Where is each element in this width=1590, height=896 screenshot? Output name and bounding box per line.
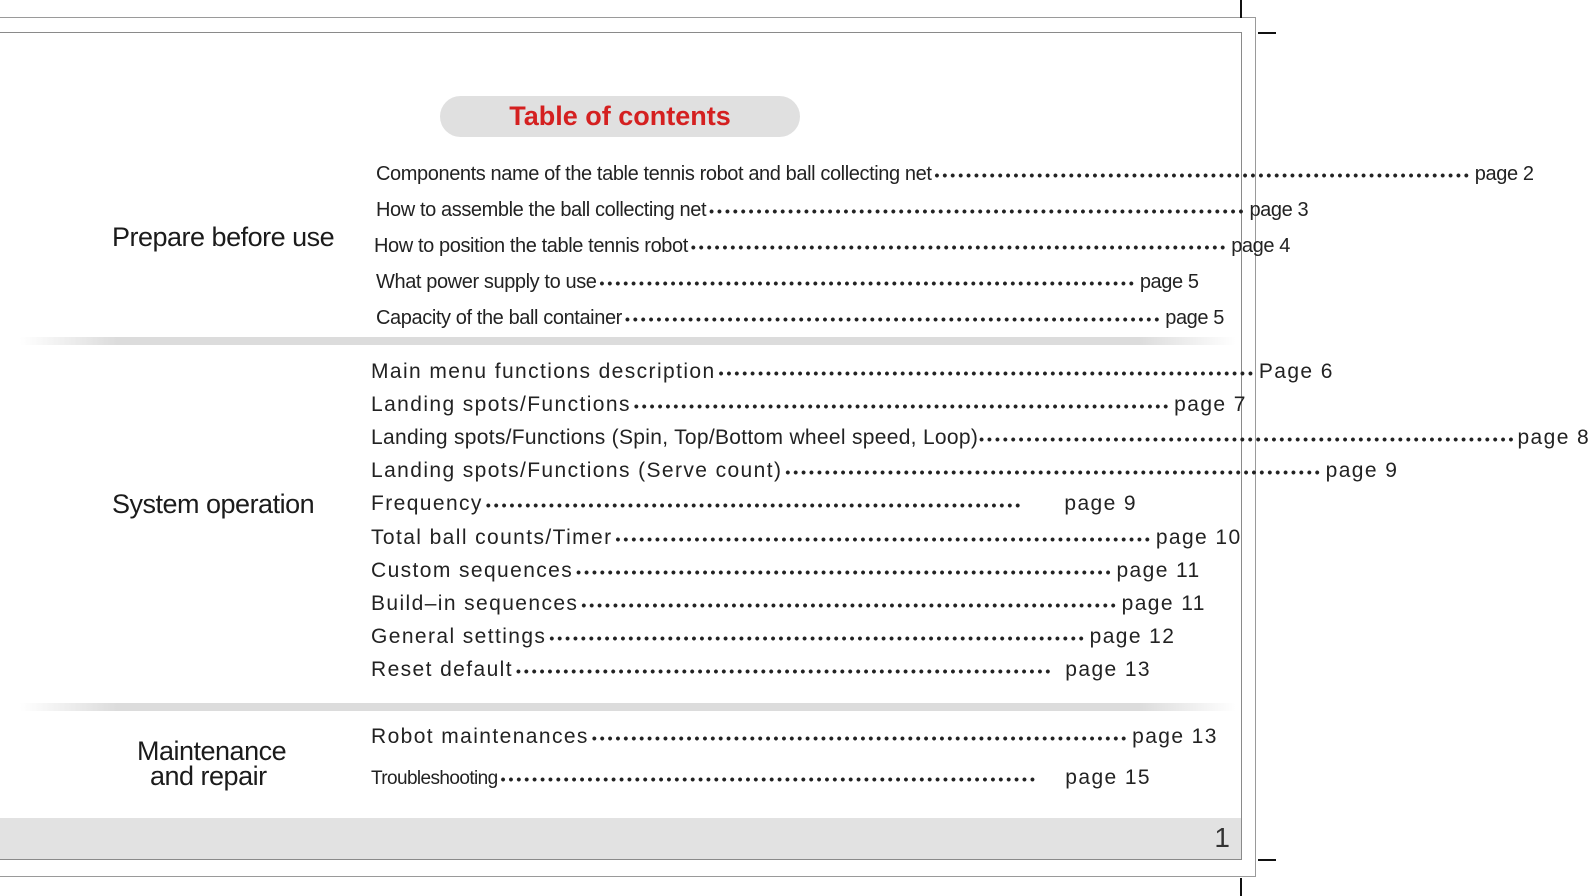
dot-leader: •••••••••••••••••••••••••••••••••••••••••••••••••••••••••••••••••••• bbox=[624, 311, 1163, 327]
toc-entry[interactable] bbox=[371, 625, 1176, 649]
toc-entry-page: page 12 bbox=[1089, 625, 1176, 648]
toc-title: Table of contents bbox=[440, 96, 800, 137]
toc-entry-label: Main menu functions description bbox=[371, 360, 716, 383]
dot-leader: •••••••••••••••••••••••••••••••••••••••••••••••••••••••••••••••••••• bbox=[591, 730, 1130, 746]
dot-leader: •••••••••••••••••••••••••••••••••••••••••••••••••••••••••••••••••••• bbox=[633, 398, 1172, 414]
section-title-prepare: Prepare before use bbox=[112, 222, 335, 252]
dot-leader: •••••••••••••••••••••••••••••••••••••••••••••••••••••••••••••••••••• bbox=[934, 167, 1472, 183]
toc-entry[interactable] bbox=[371, 658, 1151, 682]
dot-leader: •••••••••••••••••••••••••••••••••••••••••••••••••••••••••••••••••••• bbox=[515, 663, 1054, 679]
toc-entry-page: page 13 bbox=[1132, 725, 1218, 748]
toc-entry-label: Components name of the table tennis robot and ball collecting net bbox=[376, 163, 932, 185]
toc-entry[interactable] bbox=[374, 235, 1290, 258]
toc-entry[interactable] bbox=[371, 526, 1242, 550]
dot-leader: •••••••••••••••••••••••••••••••••••••••••••••••••••••••••••••••••••• bbox=[576, 564, 1114, 580]
toc-entry-page: page 13 bbox=[1065, 658, 1151, 681]
toc-entry[interactable] bbox=[371, 559, 1201, 583]
toc-entry-page: page 5 bbox=[1139, 271, 1199, 293]
section-title-repair: and repair bbox=[150, 761, 267, 791]
dot-leader: •••••••••••••••••••••••••••••••••••••••••••••••••••••••••••••••••••• bbox=[979, 431, 1517, 447]
dot-leader: •••••••••••••••••••••••••••••••••••••••••••••••••••••••••••••••••••• bbox=[615, 531, 1153, 547]
toc-entry[interactable] bbox=[376, 307, 1225, 330]
crop-mark-bottom-vertical bbox=[1240, 878, 1242, 896]
toc-entry[interactable] bbox=[371, 492, 1137, 516]
toc-entry-page: page 9 bbox=[1325, 459, 1399, 482]
toc-entry-label: Landing spots/Functions (Serve count) bbox=[371, 459, 783, 482]
toc-entry-label: Frequency bbox=[371, 492, 483, 515]
dot-leader: •••••••••••••••••••••••••••••••••••••••••••••••••••••••••••••••••••• bbox=[718, 365, 1256, 381]
dot-leader: •••••••••••••••••••••••••••••••••••••••••••••••••••••••••••••••••••• bbox=[500, 771, 1038, 787]
toc-entry-page: page 8 bbox=[1517, 426, 1590, 449]
toc-entry-label: How to assemble the ball collecting net bbox=[376, 199, 707, 221]
toc-entry-page: page 7 bbox=[1174, 393, 1247, 416]
dot-leader: •••••••••••••••••••••••••••••••••••••••••••••••••••••••••••••••••••• bbox=[690, 239, 1229, 255]
toc-entry[interactable] bbox=[376, 271, 1199, 294]
toc-entry-label: Landing spots/Functions bbox=[371, 393, 631, 416]
toc-entry-page: page 11 bbox=[1116, 559, 1201, 582]
toc-entry-page: page 4 bbox=[1231, 235, 1290, 257]
crop-mark-bottom-horizontal bbox=[1258, 859, 1276, 861]
toc-entry-page: page 3 bbox=[1249, 199, 1309, 221]
toc-entry-page: page 2 bbox=[1474, 163, 1534, 185]
crop-mark-top-vertical bbox=[1240, 0, 1242, 18]
toc-entry[interactable] bbox=[376, 199, 1309, 222]
crop-mark-top-horizontal bbox=[1258, 32, 1276, 34]
toc-entry-label: How to position the table tennis robot bbox=[374, 235, 688, 257]
toc-entry[interactable] bbox=[371, 766, 1151, 790]
toc-entry-label: Reset default bbox=[371, 658, 513, 681]
page-number: 1 bbox=[1214, 822, 1230, 853]
toc-entry[interactable] bbox=[376, 163, 1534, 186]
toc-entry[interactable] bbox=[371, 393, 1247, 417]
section-title-system-operation: System operation bbox=[112, 489, 315, 519]
section-divider bbox=[20, 337, 1236, 345]
toc-entry-page: page 9 bbox=[1064, 492, 1137, 515]
toc-entry[interactable] bbox=[371, 725, 1218, 749]
toc-entry-label: Robot maintenances bbox=[371, 725, 589, 748]
section-title-maintenance: Maintenance bbox=[137, 736, 287, 766]
dot-leader: •••••••••••••••••••••••••••••••••••••••••••••••••••••••••••••••••••• bbox=[549, 630, 1087, 646]
dot-leader: •••••••••••••••••••••••••••••••••••••••••••••••••••••••••••••••••••• bbox=[599, 275, 1137, 291]
toc-entry[interactable] bbox=[371, 592, 1206, 616]
toc-entry-label: General settings bbox=[371, 625, 547, 648]
toc-entry-label: Landing spots/Functions (Spin, Top/Bottom wheel speed, Loop) bbox=[371, 426, 979, 449]
dot-leader: •••••••••••••••••••••••••••••••••••••••••••••••••••••••••••••••••••• bbox=[709, 203, 1247, 219]
toc-entry-label: Capacity of the ball container bbox=[376, 307, 622, 329]
toc-entry[interactable] bbox=[371, 360, 1334, 384]
toc-entry-label: Troubleshooting bbox=[371, 768, 498, 789]
toc-entry[interactable] bbox=[371, 459, 1399, 483]
toc-entry-page: page 15 bbox=[1065, 766, 1151, 789]
toc-entry-page: page 11 bbox=[1121, 592, 1206, 615]
dot-leader: •••••••••••••••••••••••••••••••••••••••••••••••••••••••••••••••••••• bbox=[485, 497, 1024, 513]
toc-entry-label: Custom sequences bbox=[371, 559, 574, 582]
toc-entry-label: Total ball counts/Timer bbox=[371, 526, 613, 549]
dot-leader: •••••••••••••••••••••••••••••••••••••••••••••••••••••••••••••••••••• bbox=[581, 597, 1119, 613]
section-divider bbox=[20, 703, 1236, 711]
toc-entry-page: page 10 bbox=[1155, 526, 1242, 549]
toc-entry-page: Page 6 bbox=[1258, 360, 1334, 383]
toc-entry-label: Build–in sequences bbox=[371, 592, 579, 615]
toc-entry-page: page 5 bbox=[1165, 307, 1225, 329]
dot-leader: •••••••••••••••••••••••••••••••••••••••••••••••••••••••••••••••••••• bbox=[785, 464, 1323, 480]
toc-entry-label: What power supply to use bbox=[376, 271, 597, 293]
footer-bar bbox=[0, 818, 1241, 859]
toc-entry[interactable] bbox=[371, 426, 1590, 450]
